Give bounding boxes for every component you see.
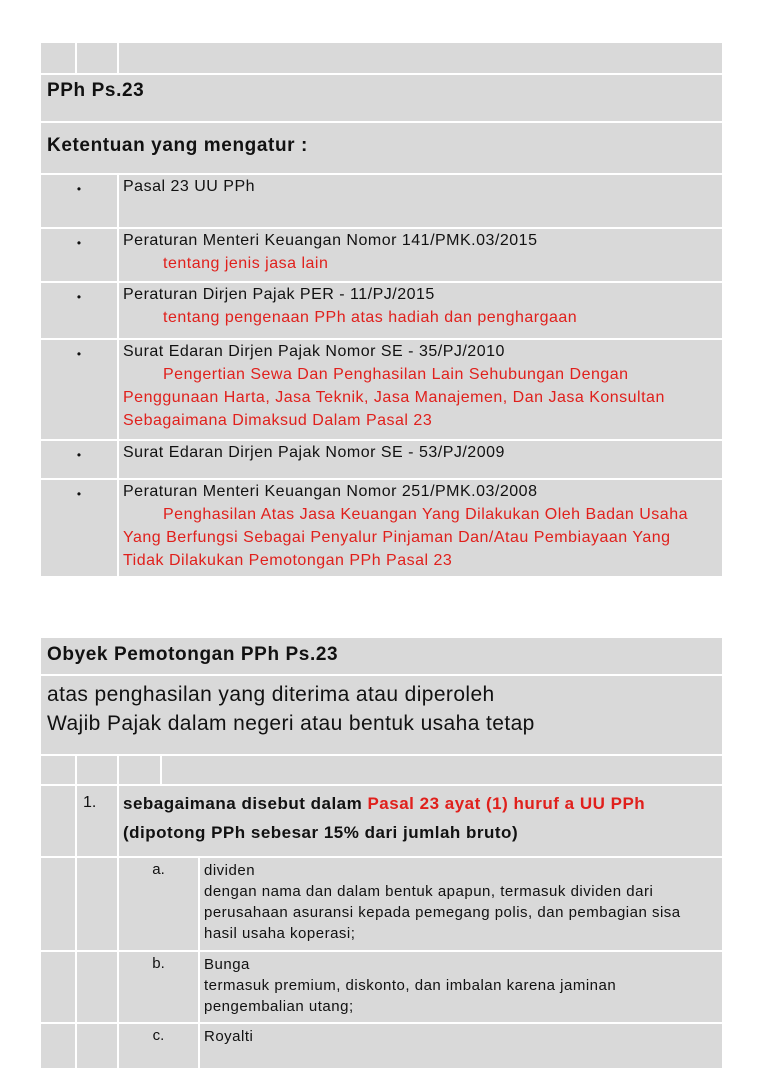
list-item <box>41 479 722 576</box>
list-item <box>41 440 722 479</box>
section-title-row <box>41 637 722 675</box>
item-rate: (dipotong PPh sebesar 15% dari jumlah bruto) <box>123 823 519 842</box>
sub-item-title: dividen <box>204 862 256 879</box>
regulation-title: Pasal 23 UU PPh <box>123 178 256 195</box>
object-table <box>41 636 722 1068</box>
list-item <box>41 339 722 440</box>
regulation-title: Peraturan Menteri Keuangan Nomor 141/PMK.03/2015 <box>123 232 538 249</box>
regulation-title: Peraturan Dirjen Pajak PER - 11/PJ/2015 <box>123 286 435 303</box>
item-number: 1. <box>76 785 118 857</box>
numbered-item <box>41 785 722 857</box>
regulation-note: Pengertian Sewa Dan Penghasilan Lain Sehubungan Dengan Penggunaan Harta, Jasa Teknik, Jasa Manajemen, Dan Jasa Konsultan Sebagaimana Dimaksud Dalam Pasal 23 <box>123 366 665 429</box>
table-header-row <box>41 42 722 74</box>
sub-item-desc: termasuk premium, diskonto, dan imbalan karena jaminan pengembalian utang; <box>204 977 617 1015</box>
sub-item-title: Royalti <box>204 1028 254 1045</box>
section-subtitle-row <box>41 122 722 174</box>
bullet-icon: • <box>41 282 118 339</box>
bullet-icon: • <box>41 440 118 479</box>
intro-line: Wajib Pajak dalam negeri atau bentuk usaha tetap <box>47 712 535 735</box>
intro-row <box>41 675 722 755</box>
sub-item <box>41 951 722 1023</box>
item-prefix: sebagaimana disebut dalam <box>123 794 368 813</box>
spacer-row <box>41 755 722 785</box>
regulation-note: tentang jenis jasa lain <box>163 255 329 272</box>
list-item <box>41 228 722 282</box>
sub-item-letter: c. <box>118 1023 199 1068</box>
item-reference: Pasal 23 ayat (1) huruf a UU PPh <box>367 794 646 813</box>
section-title: PPh Ps.23 <box>47 80 145 101</box>
regulation-title: Surat Edaran Dirjen Pajak Nomor SE - 35/PJ/2010 <box>123 343 505 360</box>
list-item <box>41 174 722 228</box>
regulation-title: Surat Edaran Dirjen Pajak Nomor SE - 53/PJ/2009 <box>123 444 505 461</box>
regulation-note: Penghasilan Atas Jasa Keuangan Yang Dilakukan Oleh Badan Usaha Yang Berfungsi Sebagai Penyalur Pinjaman Dan/Atau Pembiayaan Yang Tidak Dilakukan Pemotongan PPh Pasal 23 <box>123 506 688 569</box>
intro-line: atas penghasilan yang diterima atau diperoleh <box>47 683 495 706</box>
sub-item-letter: b. <box>118 951 199 1023</box>
bullet-icon: • <box>41 228 118 282</box>
regulations-table <box>41 41 722 576</box>
sub-item <box>41 857 722 951</box>
bullet-icon: • <box>41 174 118 228</box>
sub-item-desc: dengan nama dan dalam bentuk apapun, termasuk dividen dari perusahaan asuransi kepada pemegang polis, dan pembagian sisa hasil usaha koperasi; <box>204 883 681 942</box>
regulation-note: tentang pengenaan PPh atas hadiah dan penghargaan <box>163 309 578 326</box>
sub-item-letter: a. <box>118 857 199 951</box>
sub-item-title: Bunga <box>204 956 250 973</box>
bullet-icon: • <box>41 479 118 576</box>
sub-item <box>41 1023 722 1068</box>
bullet-icon: • <box>41 339 118 440</box>
section-subtitle: Ketentuan yang mengatur : <box>47 135 308 156</box>
section-title: Obyek Pemotongan PPh Ps.23 <box>47 644 339 665</box>
regulation-title: Peraturan Menteri Keuangan Nomor 251/PMK.03/2008 <box>123 483 538 500</box>
list-item <box>41 282 722 339</box>
section-title-row <box>41 74 722 122</box>
